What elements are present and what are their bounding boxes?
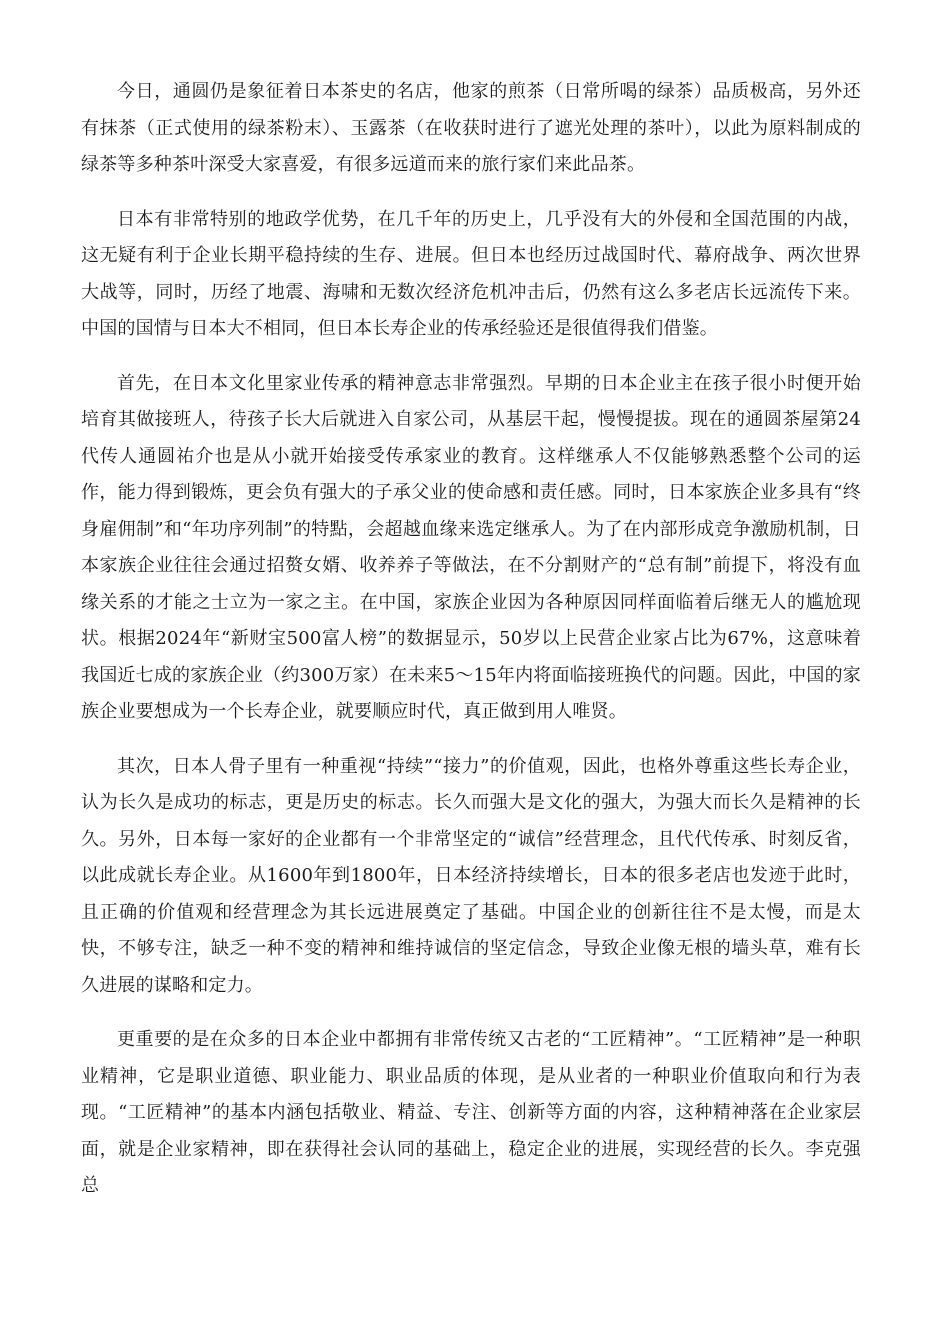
paragraph-4: 其次，日本人骨子里有一种重视“持续”“接力”的价值观，因此，也格外尊重这些长寿企业，认为长久是成功的标志，更是历史的标志。长久而强大是文化的强大，为强大而长久是精神的长久。另外，日本每一家好的企业都有一个非常坚定的“诚信”经营理念，且代代传承、时刻反省，以此成就长寿企业。从1600年到1800年，日本经济持续增长，日本的很多老店也发迹于此时，且正确的价值观和经营理念为其长远进展奠定了基础。中国企业的创新往往不是太慢，而是太快，不够专注，缺乏一种不变的精神和维持诚信的坚定信念，导致企业像无根的墙头草，难有长久进展的谋略和定力。	[81, 755, 861, 996]
document-page	[81, 74, 861, 1223]
paragraph-5: 更重要的是在众多的日本企业中都拥有非常传统又古老的“工匠精神”。“工匠精神”是一种职业精神，它是职业道德、职业能力、职业品质的体现，是从业者的一种职业价值取向和行为表现。“工匠精神”的基本内涵包括敬业、精益、专注、创新等方面的内容，这种精神落在企业家层面，就是企业家精神，即在获得社会认同的基础上，稳定企业的进展，实现经营的长久。李克强总	[81, 1029, 861, 1196]
paragraph-2: 日本有非常特别的地政学优势，在几千年的历史上，几乎没有大的外侵和全国范围的内战，这无疑有利于企业长期平稳持续的生存、进展。但日本也经历过战国时代、幕府战争、两次世界大战等，同时，历经了地震、海啸和无数次经济危机冲击后，仍然有这么多老店长远流传下来。中国的国情与日本大不相同，但日本长寿企业的传承经验还是很值得我们借鉴。	[81, 208, 861, 339]
paragraph-1: 今日，通圆仍是象征着日本茶史的名店，他家的煎茶（日常所喝的绿茶）品质极高，另外还有抹茶（正式使用的绿茶粉末）、玉露茶（在收获时进行了遮光处理的茶叶），以此为原料制成的绿茶等多种茶叶深受大家喜爱，有很多远道而来的旅行家们来此品茶。	[81, 81, 861, 175]
paragraph-3: 首先，在日本文化里家业传承的精神意志非常强烈。早期的日本企业主在孩子很小时便开始培育其做接班人，待孩子长大后就进入自家公司，从基层干起，慢慢提拔。现在的通圆茶屋第24代传人通圆祐介也是从小就开始接受传承家业的教育。这样继承人不仅能够熟悉整个公司的运作，能力得到锻炼，更会负有强大的子承父业的使命感和责任感。同时，日本家族企业多具有“终身雇佣制”和“年功序列制”的特點，会超越血缘来选定继承人。为了在内部形成竞争激励机制，日本家族企业往往会通过招赘女婿、收养养子等做法，在不分割财产的“总有制”前提下，将没有血缘关系的才能之士立为一家之主。在中国，家族企业因为各种原因同样面临着后继无人的尴尬现状。根据2024年“新财宝500富人榜”的数据显示，50岁以上民营企业家占比为67%，这意味着我国近七成的家族企业（约300万家）在未来5～15年内将面临接班换代的问题。因此，中国的家族企业要想成为一个长寿企业，就要顺应时代，真正做到用人唯贤。	[81, 372, 861, 722]
